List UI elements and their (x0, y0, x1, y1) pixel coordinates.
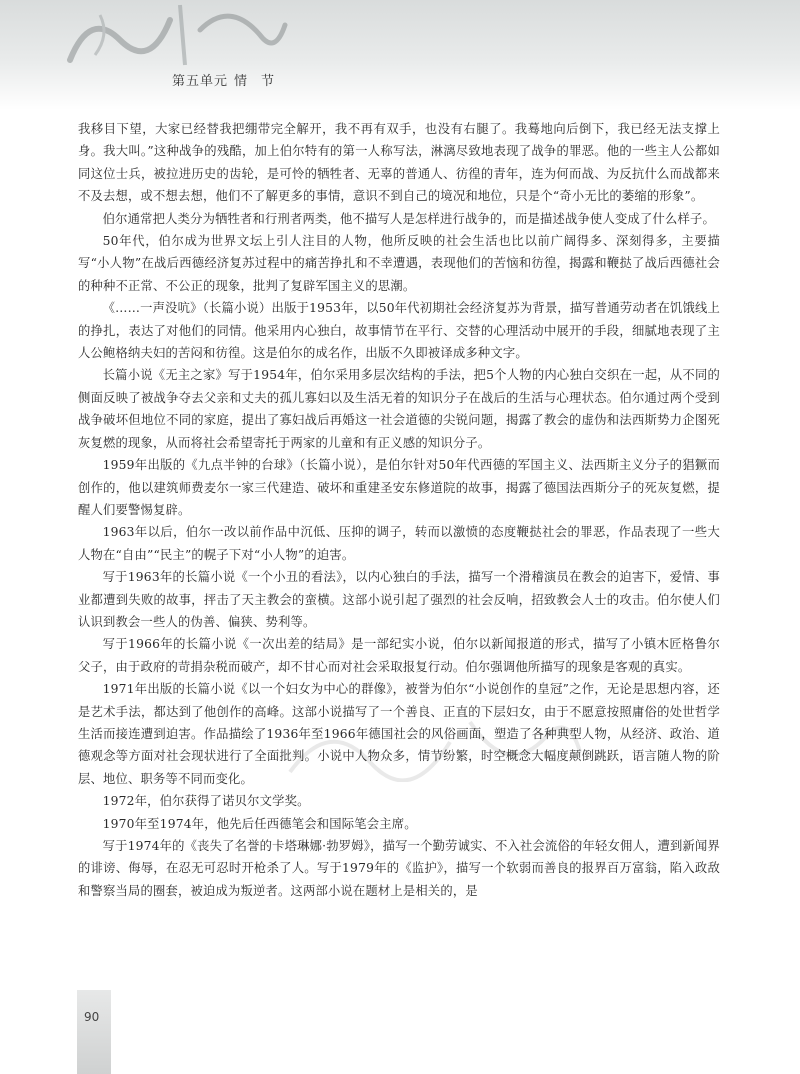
paragraph: 我移目下望，大家已经替我把绷带完全解开，我不再有双手，也没有右腿了。我蓦地向后倒下，我已经无法支撑上身。我大叫。”这种战争的残酷，加上伯尔特有的第一人称写法，淋漓尽致地表现了战争的罪恶。他的一些主人公都如同这位士兵，被拉进历史的齿轮，是可怜的牺牲者、无辜的普通人、彷徨的青年，连为何而战、为反抗什么而战都来不及去想，或不想去想，他们不了解更多的事情，意识不到自己的境况和地位，只是个“奇小无比的萎缩的形象”。 (78, 122, 720, 204)
paragraph: 写于1966年的长篇小说《一次出差的结局》是一部纪实小说，伯尔以新闻报道的形式，描写了小镇木匠格鲁尔父子，由于政府的苛捐杂税而破产，却不甘心而对社会采取报复行动。伯尔强调他所描写的现象是客观的真实。 (78, 637, 720, 674)
body-text (78, 118, 720, 902)
topic-title: 情节 (234, 74, 289, 89)
paragraph: 1971年出版的长篇小说《以一个妇女为中心的群像》，被誉为伯尔“小说创作的皇冠”之作，无论是思想内容，还是艺术手法，都达到了他创作的高峰。这部小说描写了一个善良、正直的下层妇女，由于不愿意按照庸俗的处世哲学生活而接连遭到迫害。作品描绘了1936年至1966年德国社会的风俗画面，塑造了各种典型人物，从经济、政治、道德观念等方面对社会现状进行了全面批判。小说中人物众多，情节纷繁，时空概念大幅度颠倒跳跃，语言随人物的阶层、地位、职务等不同而变化。 (78, 682, 720, 786)
paragraph: 长篇小说《无主之家》写于1954年，伯尔采用多层次结构的手法，把5个人物的内心独白交织在一起，从不同的侧面反映了被战争夺去父亲和丈夫的孤儿寡妇以及生活无着的知识分子在战后的生活与心理状态。伯尔通过两个受到战争破坏但地位不同的家庭，提出了寡妇战后再婚这一社会道德的尖锐问题，揭露了教会的虚伪和法西斯势力企图死灰复燃的现象，从而将社会希望寄托于两家的儿童和有正义感的知识分子。 (78, 368, 720, 450)
paragraph: 伯尔通常把人类分为牺牲者和行刑者两类，他不描写人是怎样进行战争的，而是描述战争使人变成了什么样子。 (102, 211, 715, 226)
paragraph: 1970年至1974年，他先后任西德笔会和国际笔会主席。 (102, 816, 417, 831)
paragraph: 1963年以后，伯尔一改以前作品中沉低、压抑的调子，转而以激愤的态度鞭挞社会的罪恶，作品表现了一些大人物在“自由”“民主”的幌子下对“小人物”的迫害。 (78, 525, 720, 562)
paragraph: 《……一声没吭》（长篇小说）出版于1953年，以50年代初期社会经济复苏为背景，描写普通劳动者在饥饿线上的挣扎，表达了对他们的同情。他采用内心独白，故事情节在平行、交替的心理活动中展开的手段，细腻地表现了主人公鲍格纳夫妇的苦闷和彷徨。这是伯尔的成名作，出版不久即被译成多种文字。 (78, 301, 720, 361)
header-banner (0, 0, 800, 110)
paragraph: 1972年，伯尔获得了诺贝尔文学奖。 (102, 794, 310, 809)
header-decorative-art (60, 0, 290, 70)
paragraph: 写于1974年的《丧失了名誉的卡塔琳娜·勃罗姆》，描写一个勤劳诚实、不入社会流俗的年轻女佣人，遭到新闻界的诽谤、侮辱，在忍无可忍时开枪杀了人。写于1979年的《监护》，描写一个软弱而善良的报界百万富翁，陷入政敌和警察当局的圈套，被迫成为叛逆者。这两部小说在题材上是相关的，是 (78, 839, 721, 898)
paragraph: 1959年出版的《九点半钟的台球》（长篇小说），是伯尔针对50年代西德的军国主义、法西斯主义分子的猖獗而创作的，他以建筑师费麦尔一家三代建造、破坏和重建圣安东修道院的故事，揭露了德国法西斯分子的死灰复燃，提醒人们要警惕复辟。 (78, 458, 720, 517)
paragraph: 50年代，伯尔成为世界文坛上引人注目的人物，他所反映的社会生活也比以前广阔得多、深刻得多，主要描写“小人物”在战后西德经济复苏过程中的痛苦挣扎和不幸遭遇，表现他们的苦恼和彷徨，揭露和鞭挞了战后西德社会的种种不正常、不公正的现象，批判了复辟军国主义的思潮。 (78, 234, 720, 293)
paragraph: 写于1963年的长篇小说《一个小丑的看法》，以内心独白的手法，描写一个滑稽演员在教会的迫害下，爱情、事业都遭到失败的故事，抨击了天主教会的蛮横。这部小说引起了强烈的社会反响，招致教会人士的攻击。伯尔使人们认识到教会一些人的伪善、偏狭、势利等。 (78, 570, 720, 629)
page-number: 90 (84, 1010, 100, 1024)
page-number-tab (77, 990, 111, 1074)
unit-title: 第五单元 (172, 74, 229, 89)
